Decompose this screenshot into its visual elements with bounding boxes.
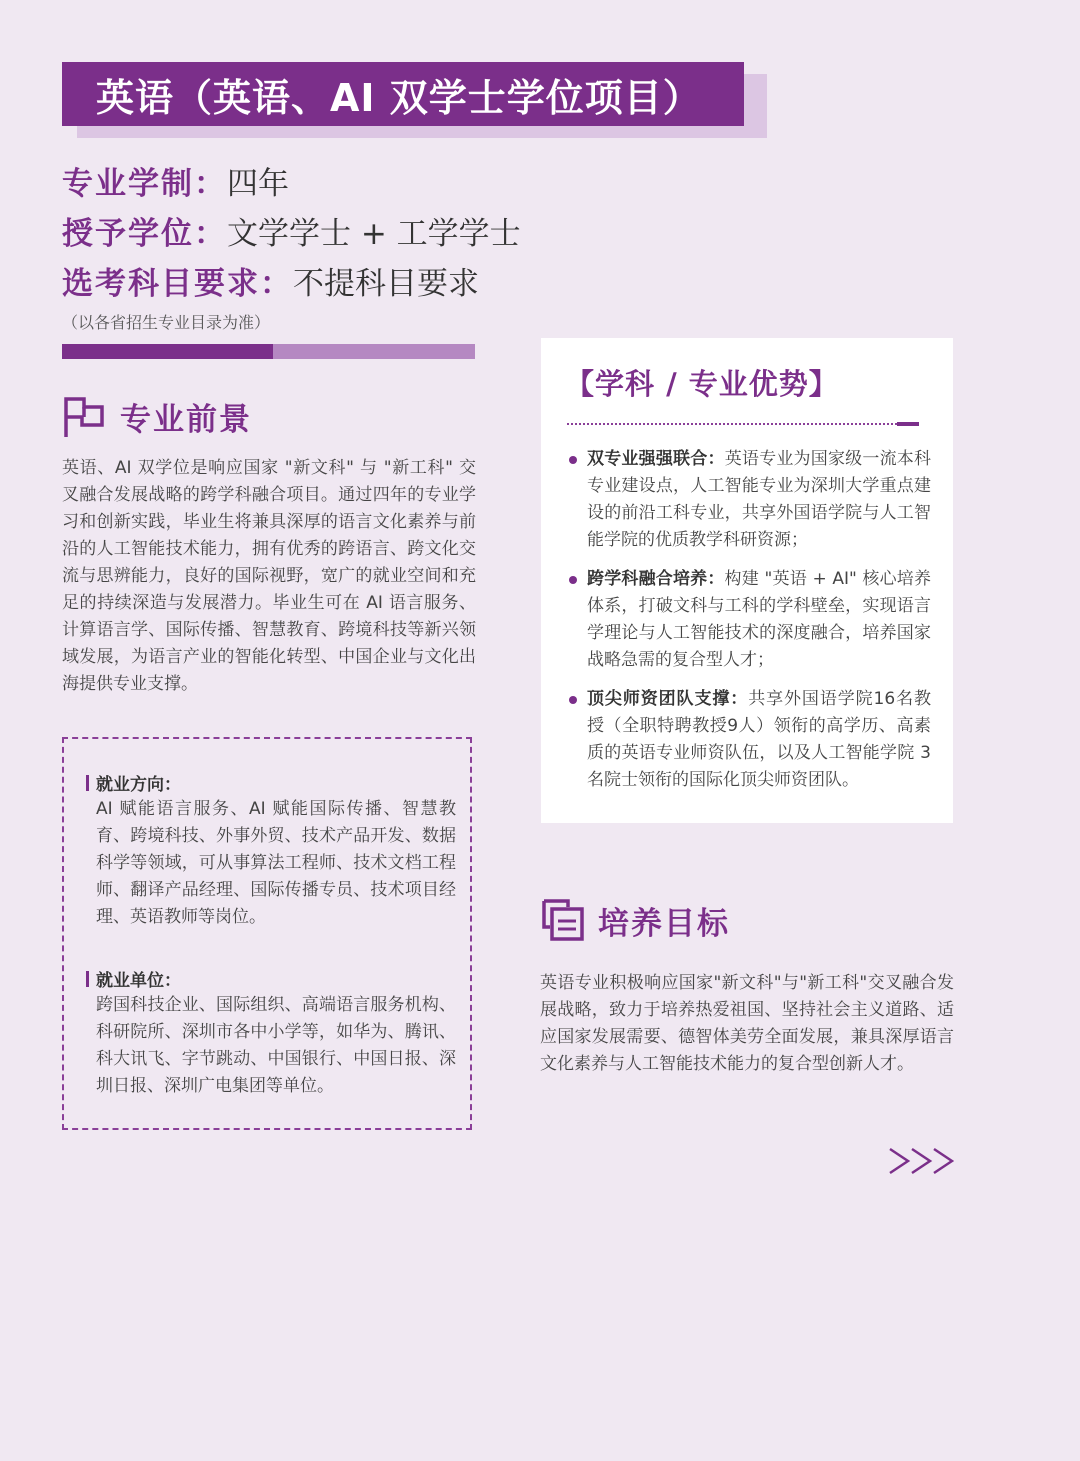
bullet-icon — [569, 576, 577, 584]
goal-heading — [540, 897, 730, 943]
advantages-solid-rule — [897, 422, 919, 426]
prospect-heading — [62, 393, 252, 439]
advantage-item — [569, 686, 931, 794]
duration-label: 专业学制： — [62, 166, 227, 202]
duration-line — [62, 164, 289, 204]
career-direction-label: 就业方向： — [96, 775, 181, 795]
prospect-title: 专业前景 — [120, 401, 252, 438]
bullet-icon — [569, 456, 577, 464]
advantage-label: 顶尖师资团队支撑： — [587, 689, 749, 709]
divider-bar-light — [273, 344, 475, 359]
title-banner — [62, 62, 744, 126]
page-title: 英语（英语、AI 双学士学位项目） — [96, 75, 702, 120]
career-employers-marker — [86, 971, 89, 987]
duration-value: 四年 — [227, 166, 289, 202]
goal-title: 培养目标 — [598, 905, 730, 942]
advantage-item — [569, 446, 931, 554]
subject-line — [62, 264, 479, 304]
career-employers — [86, 965, 456, 1100]
advantage-text: 英语专业为国家级一流本科专业建设点，人工智能专业为深圳大学重点建设的前沿工科专业，共享外国语学院与人工智能学院的优质教学科研资源； — [587, 449, 932, 550]
divider-bar-dark — [62, 344, 273, 359]
degree-label: 授予学位： — [62, 216, 227, 252]
career-direction-marker — [86, 775, 89, 791]
enrollment-note: （以各省招生专业目录为准） — [62, 313, 271, 332]
career-direction — [86, 769, 456, 931]
advantages-title: 【学科 / 专业优势】 — [565, 367, 839, 401]
career-direction-body: AI 赋能语言服务、AI 赋能国际传播、智慧教育、跨境科技、外事外贸、技术产品开发、数据科学等领域，可从事算法工程师、技术文档工程师、翻译产品经理、国际传播专员、技术项目经理、英语教师等岗位。 — [96, 799, 456, 927]
prospect-body: 英语、AI 双学位是响应国家 "新文科" 与 "新工科" 交叉融合发展战略的跨学科融合项目。通过四年的专业学习和创新实践，毕业生将兼具深厚的语言文化素养与前沿的人工智能技术能力，拥有优秀的跨语言、跨文化交流与思辨能力，良好的国际视野，宽广的就业空间和充足的持续深造与发展潜力。毕业生可在 AI 语言服务、计算语言学、国际传播、智慧教育、跨境科技等新兴领域发展，为语言产业的智能化转型、中国企业与文化出海提供专业支撑。 — [62, 458, 476, 694]
advantage-label: 跨学科融合培养： — [587, 569, 725, 589]
career-employers-body: 跨国科技企业、国际组织、高端语言服务机构、科研院所、深圳市各中小学等，如华为、腾讯、科大讯飞、字节跳动、中国银行、中国日报、深圳日报、深圳广电集团等单位。 — [96, 995, 456, 1096]
advantage-text: 共享外国语学院16名教授（全职特聘教授9人）领衔的高学历、高素质的英语专业师资队伍，以及人工智能学院 3 名院士领衔的国际化顶尖师资团队。 — [587, 689, 931, 790]
degree-value: 文学学士 + 工学学士 — [227, 216, 521, 252]
degree-line — [62, 214, 521, 254]
subject-value: 不提科目要求 — [293, 266, 479, 302]
subject-label: 选考科目要求： — [62, 266, 293, 302]
advantage-item — [569, 566, 931, 674]
advantage-label: 双专业强强联合： — [587, 449, 725, 469]
goal-body: 英语专业积极响应国家"新文科"与"新工科"交叉融合发展战略，致力于培养热爱祖国、坚持社会主义道路、适应国家发展需要、德智体美劳全面发展，兼具深厚语言文化素养与人工智能技术能力的复合型创新人才。 — [540, 973, 954, 1074]
career-box — [62, 737, 472, 1130]
copy-document-icon — [540, 897, 586, 943]
advantages-dotted-rule — [567, 423, 897, 425]
advantage-text: 构建 "英语 + AI" 核心培养体系，打破文科与工科的学科壁垒，实现语言学理论与人工智能技术的深度融合，培养国家战略急需的复合型人才； — [587, 569, 931, 670]
career-employers-label: 就业单位： — [96, 971, 181, 991]
bullet-icon — [569, 696, 577, 704]
advantages-card — [541, 338, 953, 823]
flag-icon — [62, 393, 108, 439]
triple-chevron-right-icon — [888, 1145, 954, 1177]
